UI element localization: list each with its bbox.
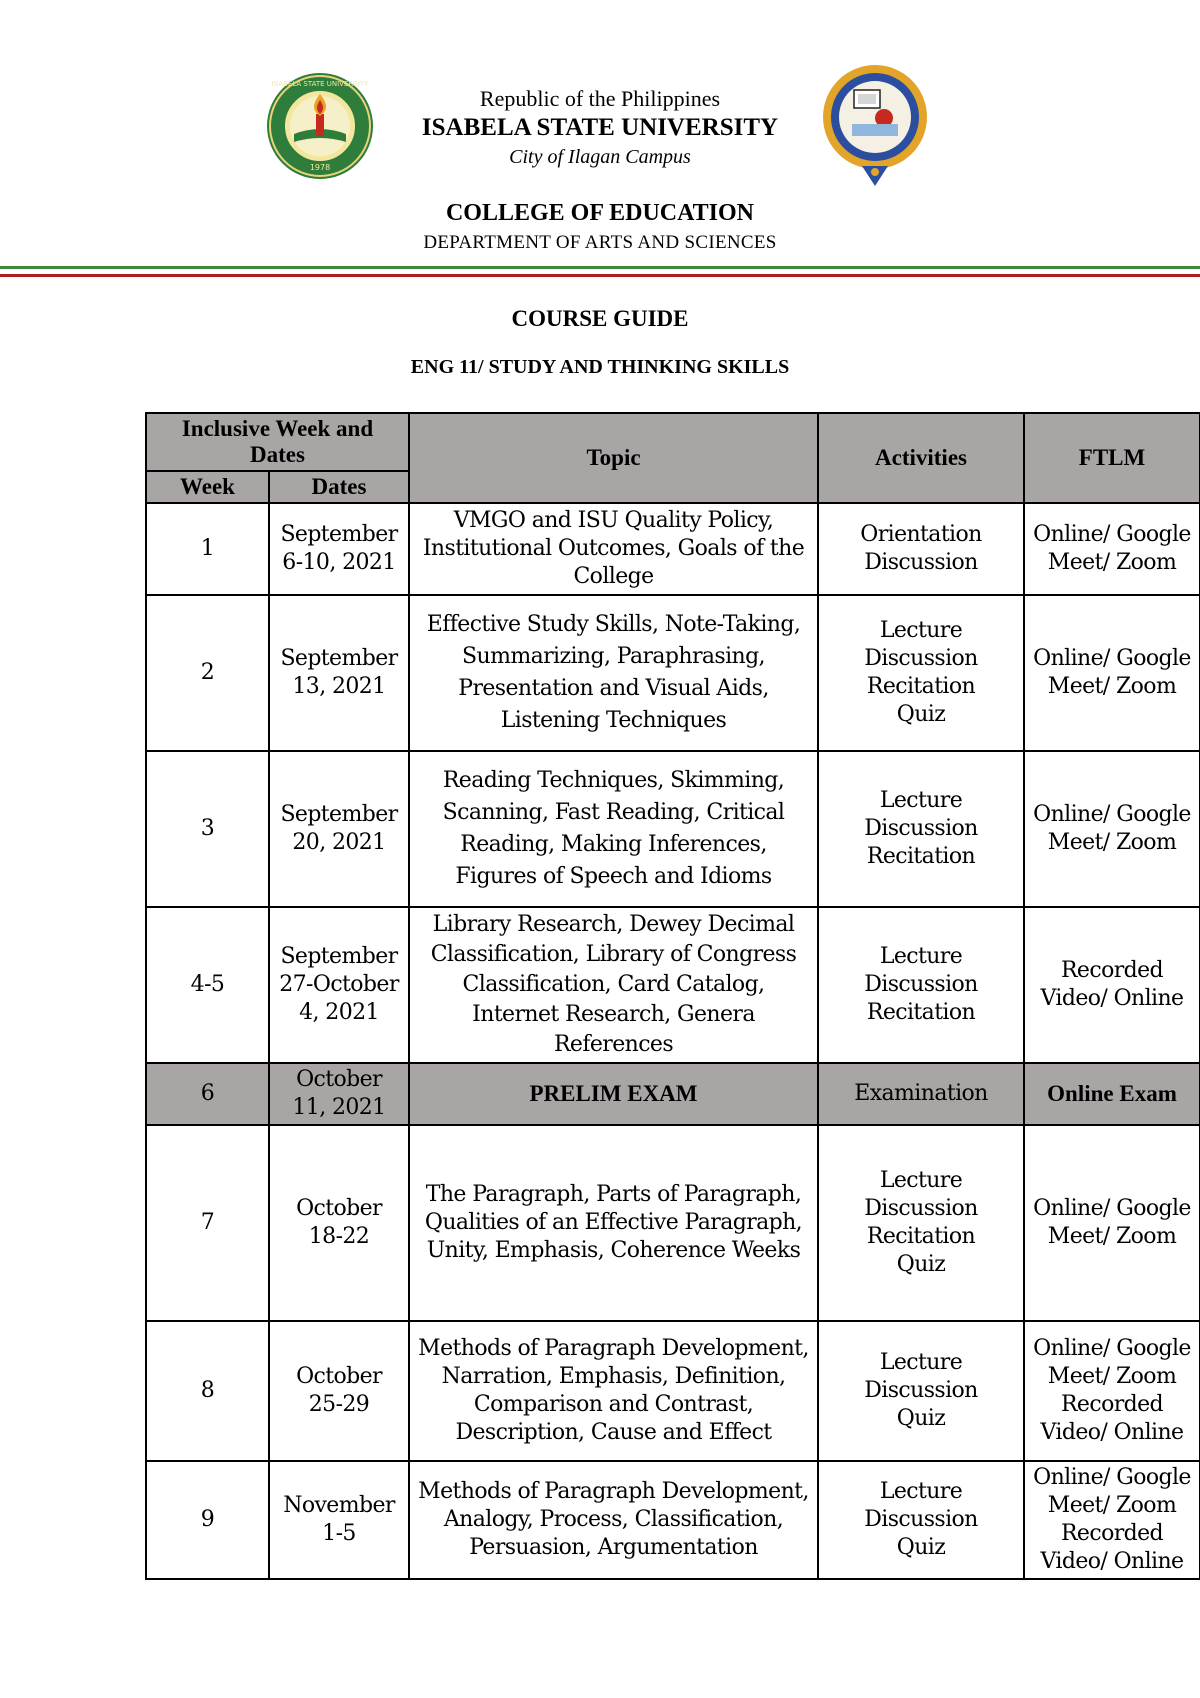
topic-cell: Effective Study Skills, Note-Taking, Summarizing, Paraphrasing, Presentation and Visual Aids, Listening Techniques bbox=[409, 595, 818, 751]
topic-cell: Reading Techniques, Skimming, Scanning, Fast Reading, Critical Reading, Making Inferences, Figures of Speech and Idioms bbox=[409, 751, 818, 907]
campus-name: City of Ilagan Campus bbox=[509, 146, 691, 168]
week-cell: 8 bbox=[146, 1321, 269, 1461]
dates-cell: October 18-22 bbox=[269, 1125, 409, 1321]
header-inclusive-week-dates: Inclusive Week and Dates bbox=[146, 413, 409, 471]
activities-cell: Lecture Discussion Quiz bbox=[818, 1461, 1024, 1579]
header-topic: Topic bbox=[409, 413, 818, 503]
week-cell: 7 bbox=[146, 1125, 269, 1321]
ftlm-cell: Online/ Google Meet/ Zoom bbox=[1024, 503, 1200, 595]
activities-cell: Lecture Discussion Recitation Quiz bbox=[818, 1125, 1024, 1321]
header-week: Week bbox=[146, 471, 269, 503]
college-name: COLLEGE OF EDUCATION bbox=[445, 200, 755, 226]
ftlm-cell: Online/ Google Meet/ Zoom bbox=[1024, 595, 1200, 751]
activities-cell: Lecture Discussion Recitation bbox=[818, 751, 1024, 907]
activities-cell: Orientation Discussion bbox=[818, 503, 1024, 595]
ftlm-cell: Online/ Google Meet/ Zoom bbox=[1024, 1125, 1200, 1321]
table-row-exam bbox=[146, 1063, 1200, 1125]
republic-line: Republic of the Philippines bbox=[479, 86, 721, 111]
ftlm-cell: Recorded Video/ Online bbox=[1024, 907, 1200, 1063]
department-name: DEPARTMENT OF ARTS AND SCIENCES bbox=[423, 232, 777, 253]
table-row bbox=[146, 1321, 1200, 1461]
topic-cell: The Paragraph, Parts of Paragraph, Qualities of an Effective Paragraph, Unity, Emphasis, Coherence Weeks bbox=[409, 1125, 818, 1321]
header-ftlm: FTLM bbox=[1024, 413, 1200, 503]
week-cell: 4-5 bbox=[146, 907, 269, 1063]
svg-text:ISABELA STATE UNIVERSITY: ISABELA STATE UNIVERSITY bbox=[271, 80, 369, 88]
dates-cell: September 13, 2021 bbox=[269, 595, 409, 751]
dates-cell: October 25-29 bbox=[269, 1321, 409, 1461]
document-title: COURSE GUIDE bbox=[511, 306, 689, 331]
dates-cell: September 6-10, 2021 bbox=[269, 503, 409, 595]
svg-text:1978: 1978 bbox=[309, 163, 331, 172]
ftlm-cell: Online/ Google Meet/ Zoom Recorded Video/ Online bbox=[1024, 1461, 1200, 1579]
activities-cell: Lecture Discussion Recitation bbox=[818, 907, 1024, 1063]
dates-cell: November 1-5 bbox=[269, 1461, 409, 1579]
course-title: ENG 11/ STUDY AND THINKING SKILLS bbox=[410, 356, 790, 378]
table-row bbox=[146, 503, 1200, 595]
table-row bbox=[146, 751, 1200, 907]
header-activities: Activities bbox=[818, 413, 1024, 503]
topic-cell: Library Research, Dewey Decimal Classification, Library of Congress Classification, Card Catalog, Internet Research, Genera References bbox=[409, 907, 818, 1063]
ftlm-cell: Online/ Google Meet/ Zoom bbox=[1024, 751, 1200, 907]
header-dates: Dates bbox=[269, 471, 409, 503]
week-cell: 9 bbox=[146, 1461, 269, 1579]
table-row bbox=[146, 595, 1200, 751]
dates-cell: September 27-October 4, 2021 bbox=[269, 907, 409, 1063]
activities-cell: Examination bbox=[818, 1063, 1024, 1125]
header-rule-red bbox=[0, 274, 1200, 277]
week-cell: 3 bbox=[146, 751, 269, 907]
week-cell: 6 bbox=[146, 1063, 269, 1125]
course-guide-table bbox=[145, 412, 1200, 1580]
topic-cell: VMGO and ISU Quality Policy, Institutional Outcomes, Goals of the College bbox=[409, 503, 818, 595]
topic-cell: PRELIM EXAM bbox=[409, 1063, 818, 1125]
topic-cell: Methods of Paragraph Development, Narration, Emphasis, Definition, Comparison and Contrast, Description, Cause and Effect bbox=[409, 1321, 818, 1461]
week-cell: 1 bbox=[146, 503, 269, 595]
table-row bbox=[146, 1125, 1200, 1321]
dates-cell: October 11, 2021 bbox=[269, 1063, 409, 1125]
ftlm-cell: Online/ Google Meet/ Zoom Recorded Video/ Online bbox=[1024, 1321, 1200, 1461]
table-row bbox=[146, 1461, 1200, 1579]
ftlm-cell: Online Exam bbox=[1024, 1063, 1200, 1125]
table-row bbox=[146, 907, 1200, 1063]
header-rule-green bbox=[0, 266, 1200, 269]
dates-cell: September 20, 2021 bbox=[269, 751, 409, 907]
week-cell: 2 bbox=[146, 595, 269, 751]
topic-cell: Methods of Paragraph Development, Analogy, Process, Classification, Persuasion, Argumentation bbox=[409, 1461, 818, 1579]
activities-cell: Lecture Discussion Recitation Quiz bbox=[818, 595, 1024, 751]
activities-cell: Lecture Discussion Quiz bbox=[818, 1321, 1024, 1461]
university-name: ISABELA STATE UNIVERSITY bbox=[421, 114, 779, 141]
